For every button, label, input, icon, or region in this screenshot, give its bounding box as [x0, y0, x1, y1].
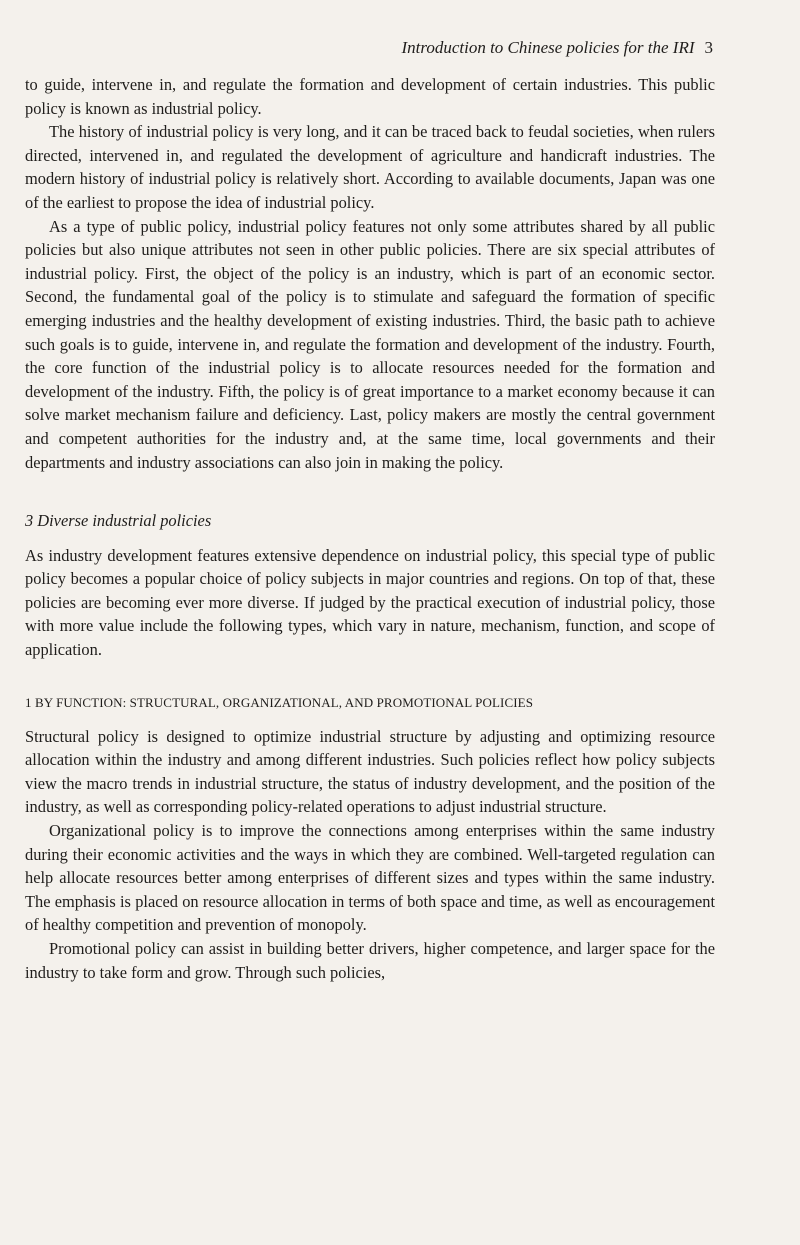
subsection-heading: 1 BY FUNCTION: STRUCTURAL, ORGANIZATIONAL, AND PROMOTIONAL POLICIES [25, 694, 534, 710]
paragraph-continuation: to guide, intervene in, and regulate the formation and development of certain industries. This public policy is known as industrial policy. [25, 75, 715, 118]
section-heading: 3 Diverse industrial policies [25, 511, 212, 531]
paragraph-promotional-policy: Promotional policy can assist in building better drivers, higher competence, and larger space for the industry to take form and grow. Through such policies, [25, 939, 715, 982]
book-page [25, 38, 715, 984]
paragraph-organizational-policy: Organizational policy is to improve the connections among enterprises within the same industry during their economic activities and the ways in which they are combined. Well-targeted regulation can help allocate resources better among enterprises of different sizes and types within the same industry. The emphasis is placed on resource allocation in terms of both space and time, as well as encouragement of healthy competition and prevention of monopoly. [25, 821, 715, 935]
paragraph-attributes: As a type of public policy, industrial policy features not only some attributes shared by all public policies but also unique attributes not seen in other public policies. There are six special attributes of industrial policy. First, the object of the policy is an industry, which is part of an economic sector. Second, the fundamental goal of the policy is to stimulate and safeguard the formation of specific emerging industries and the healthy development of existing industries. Third, the basic path to achieve such goals is to guide, intervene in, and regulate the formation and development of the industry. Fourth, the core function of the industrial policy is to allocate resources needed for the formation and development of the industry. Fifth, the policy is of great importance to a market economy because it can solve market mechanism failure and deficiency. Last, policy makers are mostly the central government and competent authorities for the industry and, at the same time, local governments and their departments and industry associations can also join in making the policy. [25, 216, 715, 472]
paragraph-history: The history of industrial policy is very long, and it can be traced back to feudal societies, when rulers directed, intervened in, and regulated the development of agriculture and handicraft industries. The modern history of industrial policy is relatively short. According to available documents, Japan was one of the earliest to propose the idea of industrial policy. [25, 122, 715, 212]
running-header [25, 38, 715, 58]
page-number: 3 [704, 38, 713, 57]
section-paragraph: As industry development features extensive dependence on industrial policy, this special type of public policy becomes a popular choice of policy subjects in major countries and regions. On top of that, these policies are becoming ever more diverse. If judged by the practical execution of industrial policy, those with more value include the following types, which vary in nature, mechanism, function, and scope of application. [25, 545, 715, 660]
running-title: Introduction to Chinese policies for the IRI [401, 38, 695, 57]
paragraph-structural-policy: Structural policy is designed to optimize industrial structure by adjusting and optimizing resource allocation within the industry and among different industries. Such policies reflect how policy subjects view the macro trends in industrial structure, the status of industry development, and the position of the industry, as well as corresponding policy-related operations to adjust industrial structure. [25, 726, 715, 817]
